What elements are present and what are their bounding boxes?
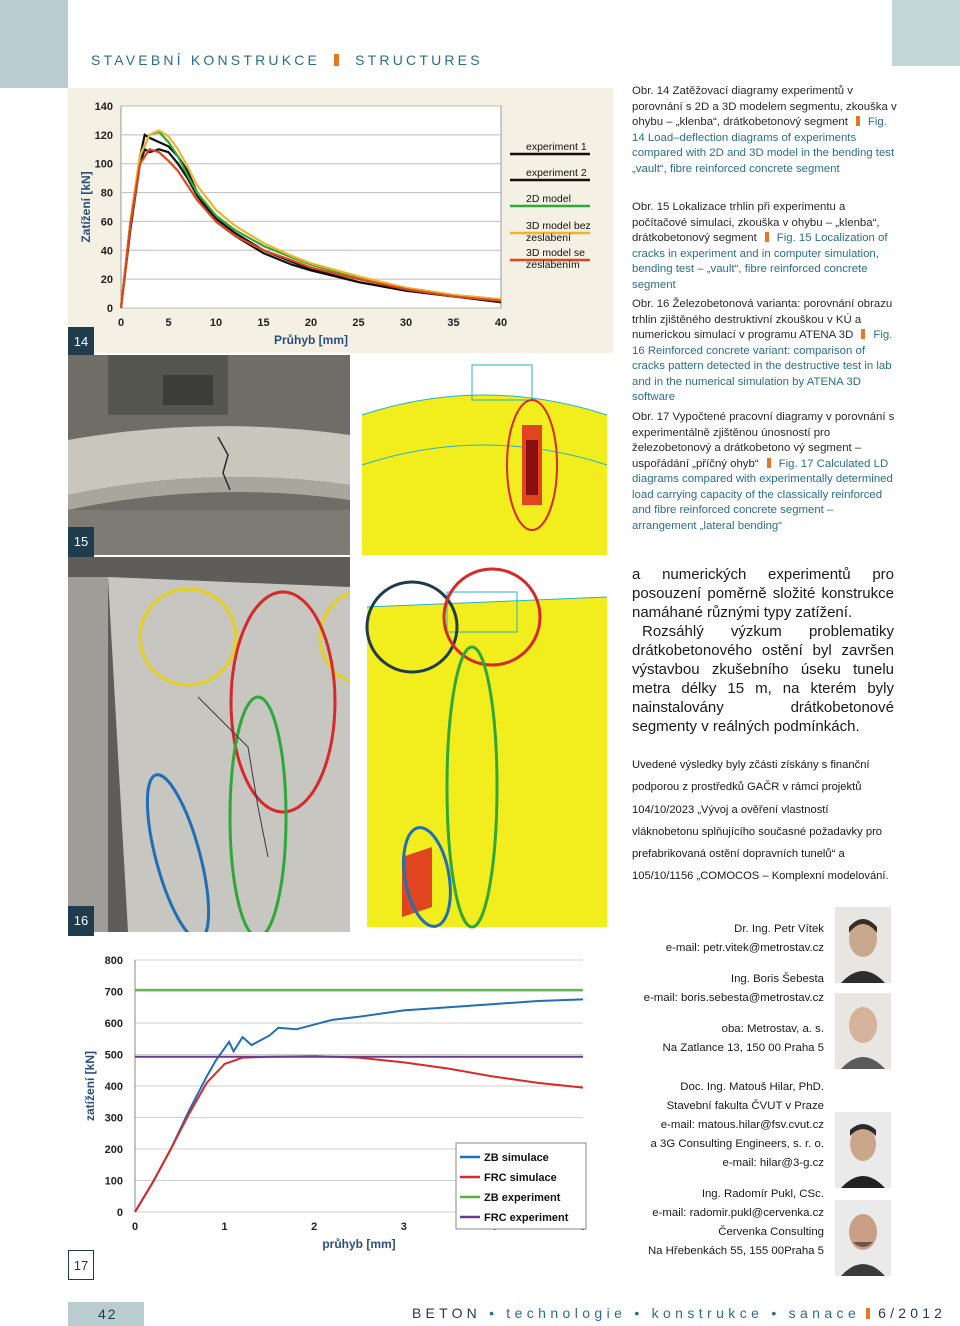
x-tick-label: 0 bbox=[117, 317, 125, 329]
portrait-author-2 bbox=[835, 993, 891, 1069]
figure-14-chart bbox=[68, 88, 613, 353]
y-tick-label: 100 bbox=[104, 1175, 123, 1188]
figure-16-simulation bbox=[352, 557, 614, 932]
body-paragraph-2: Rozsáhlý výzkum problematiky drátkobetonového ostění byl završen výstavbou zkušebního úseku tunelu metra délky 15 m, na kterém byly nainstalovány drátkobetonové segmenty v reálných podmínkách. bbox=[632, 623, 894, 735]
caption-14 bbox=[632, 84, 897, 177]
author-line: Červenka Consulting bbox=[718, 1226, 824, 1238]
journal-title: BETON • technologie • konstrukce • sanace 6/2012 bbox=[412, 1305, 947, 1321]
figure-number-15: 15 bbox=[68, 527, 94, 557]
author-line: Na Hřebenkách 55, 155 00Praha 5 bbox=[647, 1245, 824, 1257]
caption-marker bbox=[765, 232, 769, 242]
x-axis-label: průhyb [mm] bbox=[322, 1237, 396, 1251]
acknowledgement: Uvedené výsledky byly zčásti získány s finanční podporou z prostředků GAČR v rámci projektů 104/10/2023 „Vývoj a ověření vlastností vláknobetonu splňujícího současné požadavky pro prefabrikovaná ostění dopravních tunelů“ a 105/10/1156 „COMOCOS – Komplexní modelování. bbox=[632, 759, 889, 883]
caption-14-en: Fig. 14 Load–deflection diagrams of experiments compared with 2D and 3D model in the bending test „vault“, fibre reinforced concrete segment bbox=[632, 116, 895, 175]
author-line: Na Zatlance 13, 150 00 Praha 5 bbox=[662, 1042, 824, 1054]
caption-15-en: Fig. 15 Localization of cracks in experiment and in computer simulation, bending test – „vault“, fibre reinforced concrete segment bbox=[632, 232, 888, 291]
portrait-illustration bbox=[835, 993, 891, 1069]
legend-label: experiment 2 bbox=[526, 167, 587, 179]
caption-15-cz: Obr. 15 Lokalizace trhlin při experimentu a počítačové simulaci, zkouška v ohybu – „klenba“, drátkobetonový segment bbox=[632, 201, 880, 244]
segment-photo-illustration bbox=[68, 557, 350, 932]
footer-part-3: sanace bbox=[788, 1305, 861, 1321]
caption-marker bbox=[767, 458, 771, 468]
x-tick-label: 5 bbox=[165, 317, 172, 329]
caption-16-en: Fig. 16 Reinforced concrete variant: comparison of cracks pattern detected in the destructive test in lab and in the numerical simulation by ATENA 3D software bbox=[632, 329, 893, 403]
y-tick-label: 140 bbox=[94, 101, 113, 113]
figure-number-16: 16 bbox=[68, 906, 94, 936]
page-footer bbox=[68, 1302, 947, 1326]
legend-label: 3D model bez bbox=[526, 220, 591, 232]
legend-label: FRC experiment bbox=[484, 1212, 569, 1224]
footer-marker bbox=[866, 1308, 870, 1319]
author-line: Dr. Ing. Petr Vítek bbox=[734, 923, 824, 935]
author-line: Doc. Ing. Matouš Hilar, PhD. bbox=[680, 1081, 824, 1093]
x-tick-label: 20 bbox=[304, 317, 318, 329]
y-tick-label: 500 bbox=[104, 1049, 123, 1062]
y-axis-label: Zatížení [kN] bbox=[79, 171, 93, 243]
header-left: STAVEBNÍ KONSTRUKCE bbox=[91, 52, 321, 68]
simulation-16-illustration bbox=[352, 557, 614, 932]
caption-16-cz: Obr. 16 Železobetonová varianta: porovnání obrazu trhlin zjištěného destruktivní zkouškou v KÚ a numerickou simulací v programu ATENA 3D bbox=[632, 298, 893, 341]
y-tick-label: 700 bbox=[104, 986, 123, 999]
plot-area bbox=[121, 106, 501, 308]
y-tick-label: 0 bbox=[116, 1207, 123, 1219]
y-axis-label: zatížení [kN] bbox=[83, 1050, 97, 1122]
legend-label: 2D model bbox=[526, 193, 571, 205]
corner-decoration-left bbox=[0, 0, 68, 88]
figure-16-photo-experiment bbox=[68, 557, 350, 932]
legend-label: ZB simulace bbox=[484, 1152, 549, 1164]
header-right: STRUCTURES bbox=[355, 52, 483, 68]
y-tick-label: 800 bbox=[104, 955, 123, 967]
y-tick-label: 600 bbox=[104, 1018, 123, 1030]
y-tick-label: 300 bbox=[104, 1112, 123, 1125]
x-tick-label: 25 bbox=[352, 317, 365, 329]
figure-number-14: 14 bbox=[68, 327, 94, 357]
portrait-illustration bbox=[835, 1112, 891, 1188]
caption-15 bbox=[632, 200, 897, 293]
x-tick-label: 35 bbox=[447, 317, 460, 329]
author-block bbox=[612, 970, 824, 1008]
x-axis-label: Průhyb [mm] bbox=[273, 333, 349, 347]
x-tick-label: 3 bbox=[400, 1221, 407, 1233]
author-line: e-mail: hilar@3-g.cz bbox=[722, 1157, 824, 1169]
y-tick-label: 100 bbox=[94, 158, 113, 171]
portrait-author-4 bbox=[835, 1200, 891, 1276]
caption-17-cz: Obr. 17 Vypočtené pracovní diagramy v porovnání s experimentálně zjištěnou únosností pro železobetonový a drátkobetono vý segment – uspořádání „příčný ohyb“ bbox=[632, 411, 895, 470]
caption-16 bbox=[632, 297, 897, 406]
portrait-illustration bbox=[835, 907, 891, 983]
legend-label: zeslabením bbox=[526, 259, 580, 271]
figure-17-chart bbox=[68, 938, 613, 1278]
header-separator bbox=[334, 54, 339, 66]
author-line: e-mail: boris.sebesta@metrostav.cz bbox=[643, 992, 824, 1004]
body-paragraph-1: a numerických experimentů pro posouzení poměrně složité konstrukce namáhané různými typy zatížení. bbox=[632, 566, 894, 621]
figure-15-simulation bbox=[352, 355, 614, 555]
x-tick-label: 2 bbox=[311, 1221, 318, 1233]
portrait-author-3 bbox=[835, 1112, 891, 1188]
author-line: oba: Metrostav, a. s. bbox=[721, 1023, 824, 1035]
x-tick-label: 10 bbox=[209, 317, 223, 329]
legend-label: zeslabení bbox=[526, 232, 571, 244]
footer-part-2: konstrukce bbox=[651, 1305, 764, 1321]
y-tick-label: 400 bbox=[104, 1081, 123, 1093]
author-line: e-mail: matous.hilar@fsv.cvut.cz bbox=[660, 1119, 824, 1131]
figure-number-17: 17 bbox=[68, 1250, 94, 1280]
author-line: e-mail: radomir.pukl@cervenka.cz bbox=[652, 1207, 824, 1219]
caption-marker bbox=[861, 329, 865, 339]
y-tick-label: 60 bbox=[100, 216, 113, 229]
legend-label: experiment 1 bbox=[526, 141, 587, 153]
x-tick-label: 0 bbox=[131, 1221, 139, 1233]
authors-block bbox=[612, 920, 824, 1273]
legend-label: ZB experiment bbox=[484, 1192, 561, 1204]
y-tick-label: 80 bbox=[100, 187, 113, 200]
simulation-illustration bbox=[352, 355, 614, 555]
beam-photo-illustration bbox=[68, 355, 350, 555]
journal-name: BETON bbox=[412, 1305, 481, 1321]
body-text bbox=[632, 565, 894, 736]
author-block bbox=[612, 1078, 824, 1173]
y-tick-label: 0 bbox=[106, 303, 113, 315]
y-tick-label: 40 bbox=[100, 245, 113, 258]
y-tick-label: 120 bbox=[94, 129, 113, 142]
caption-marker bbox=[856, 116, 860, 126]
x-tick-label: 30 bbox=[399, 317, 413, 329]
issue-number: 6/2012 bbox=[878, 1305, 947, 1321]
caption-14-cz: Obr. 14 Zatěžovací diagramy experimentů v porovnání s 2D a 3D modelem segmentu, zkouška v ohybu – „klenba“, drátkobetonový segment bbox=[632, 85, 897, 128]
footer-part-1: technologie bbox=[506, 1305, 627, 1321]
legend-label: 3D model se bbox=[526, 247, 585, 259]
section-header bbox=[91, 52, 483, 68]
portrait-illustration bbox=[835, 1200, 891, 1276]
caption-17-en: Fig. 17 Calculated LD diagrams compared with experimentally determined load carrying capacity of the classically reinforced and fibre reinforced concrete segment – arrangement „lateral bending“ bbox=[632, 457, 893, 532]
portrait-author-1 bbox=[835, 907, 891, 983]
y-tick-label: 20 bbox=[100, 274, 113, 287]
author-line: Ing. Boris Šebesta bbox=[730, 973, 824, 985]
corner-decoration-right bbox=[892, 0, 960, 66]
chart-14-svg bbox=[68, 88, 613, 353]
x-tick-label: 40 bbox=[494, 317, 508, 329]
page-number: 42 bbox=[68, 1302, 144, 1326]
author-block bbox=[612, 1020, 824, 1058]
author-line: Stavební fakulta ČVUT v Praze bbox=[666, 1100, 824, 1112]
x-tick-label: 1 bbox=[221, 1221, 228, 1233]
author-line: e-mail: petr.vitek@metrostav.cz bbox=[665, 942, 824, 954]
author-block bbox=[612, 920, 824, 958]
author-block bbox=[612, 1185, 824, 1261]
author-line: Ing. Radomír Pukl, CSc. bbox=[701, 1188, 824, 1200]
caption-17 bbox=[632, 410, 897, 534]
chart-17-svg bbox=[68, 938, 613, 1278]
figure-15-photo-experiment bbox=[68, 355, 350, 555]
x-tick-label: 15 bbox=[257, 317, 270, 329]
y-tick-label: 200 bbox=[104, 1144, 123, 1156]
author-line: a 3G Consulting Engineers, s. r. o. bbox=[650, 1138, 824, 1150]
legend-label: FRC simulace bbox=[484, 1172, 557, 1184]
